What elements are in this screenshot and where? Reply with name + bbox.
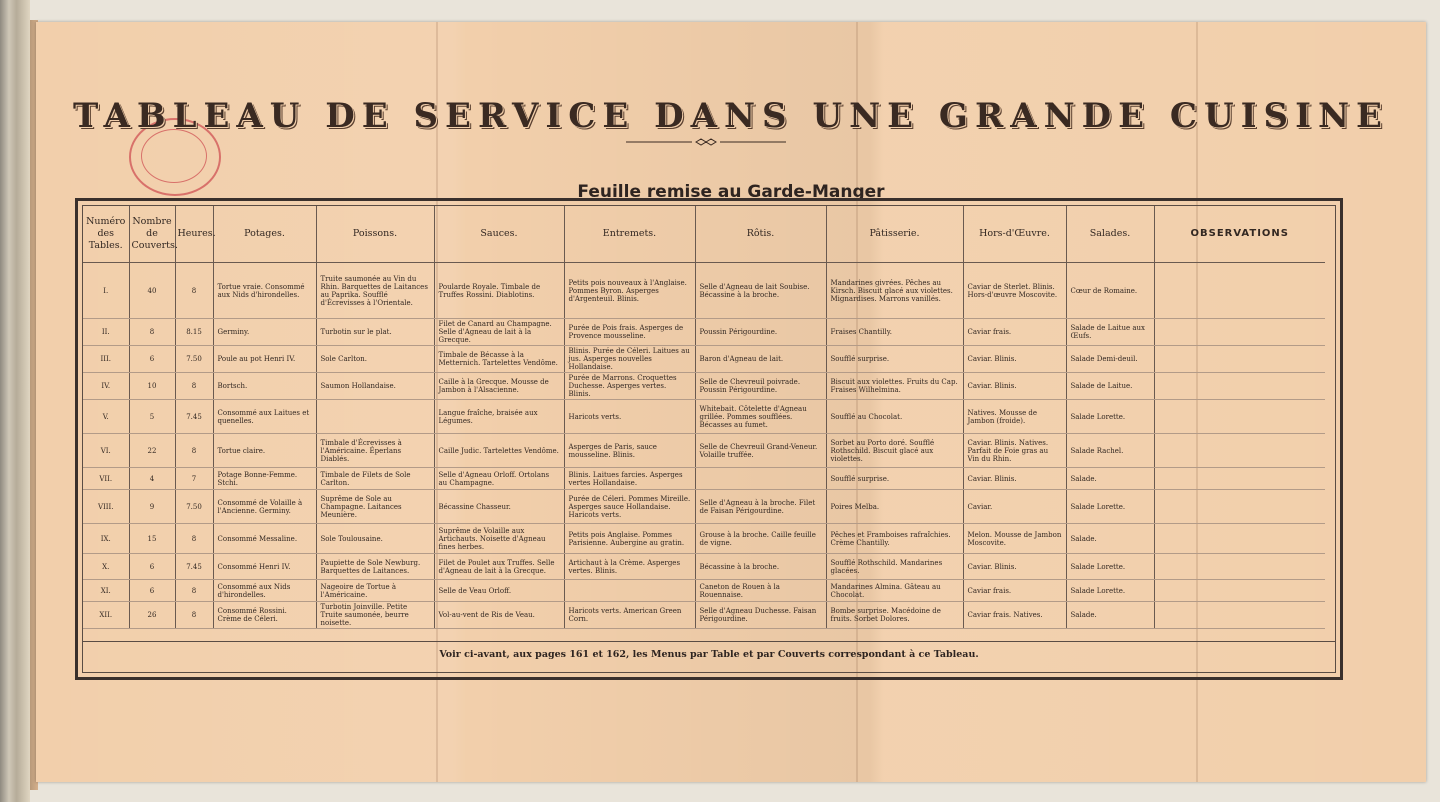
- cell-observations: [1154, 319, 1325, 346]
- cell-sauces: Vol-au-vent de Ris de Veau.: [434, 602, 564, 629]
- cell-table-number: VI.: [83, 434, 129, 468]
- cell-rotis: Baron d'Agneau de lait.: [695, 346, 826, 373]
- cell-potages: Poule au pot Henri IV.: [213, 346, 316, 373]
- col-header-covers: Nombre de Couverts.: [129, 206, 175, 263]
- cell-rotis: Grouse à la broche. Caille feuille de vigne.: [695, 524, 826, 554]
- cell-table-number: X.: [83, 554, 129, 580]
- cell-table-number: VII.: [83, 468, 129, 490]
- cell-hours: 8: [175, 434, 213, 468]
- col-header-observations: OBSERVATIONS: [1154, 206, 1325, 263]
- cell-entremets: Asperges de Paris, sauce mousseline. Blinis.: [564, 434, 695, 468]
- col-header-hours: Heures.: [175, 206, 213, 263]
- cell-covers: 15: [129, 524, 175, 554]
- cell-entremets: [564, 580, 695, 602]
- cell-patisserie: Mandarines Almina. Gâteau au Chocolat.: [826, 580, 963, 602]
- cell-covers: 4: [129, 468, 175, 490]
- cell-patisserie: Pêches et Framboises rafraîchies. Crème Chantilly.: [826, 524, 963, 554]
- cell-poissons: Sole Carlton.: [316, 346, 434, 373]
- cell-rotis: [695, 468, 826, 490]
- cell-sauces: Selle d'Agneau Orloff. Ortolans au Champagne.: [434, 468, 564, 490]
- cell-potages: Potage Bonne-Femme. Stchi.: [213, 468, 316, 490]
- cell-potages: Tortue vraie. Consommé aux Nids d'hirondelles.: [213, 263, 316, 319]
- table-row: [83, 602, 1325, 629]
- cell-poissons: Nageoire de Tortue à l'Américaine.: [316, 580, 434, 602]
- cell-sauces: Caille Judic. Tartelettes Vendôme.: [434, 434, 564, 468]
- cell-hors-doeuvre: Caviar frais.: [963, 580, 1066, 602]
- cell-rotis: Poussin Périgourdine.: [695, 319, 826, 346]
- cell-salades: Salade.: [1066, 524, 1154, 554]
- service-table-frame: [75, 198, 1343, 680]
- cell-potages: Consommé Messaline.: [213, 524, 316, 554]
- cell-observations: [1154, 373, 1325, 400]
- cell-poissons: Paupiette de Sole Newburg. Barquettes de Laitances.: [316, 554, 434, 580]
- cell-potages: Consommé aux Nids d'hirondelles.: [213, 580, 316, 602]
- cell-covers: 26: [129, 602, 175, 629]
- cell-hours: 7.50: [175, 490, 213, 524]
- cell-hours: 8: [175, 602, 213, 629]
- cell-entremets: Purée de Marrons. Croquettes Duchesse. Asperges vertes. Blinis.: [564, 373, 695, 400]
- cell-entremets: Blinis. Purée de Céleri. Laitues au jus. Asperges nouvelles Hollandaise.: [564, 346, 695, 373]
- cell-entremets: Petits pois nouveaux à l'Anglaise. Pommes Byron. Asperges d'Argenteuil. Blinis.: [564, 263, 695, 319]
- page-subtitle: Feuille remise au Garde-Manger: [577, 182, 885, 202]
- cell-patisserie: Soufflé surprise.: [826, 468, 963, 490]
- cell-entremets: Blinis. Laitues farcies. Asperges vertes Hollandaise.: [564, 468, 695, 490]
- cell-hors-doeuvre: Caviar. Blinis.: [963, 468, 1066, 490]
- table-row: [83, 400, 1325, 434]
- cell-poissons: Saumon Hollandaise.: [316, 373, 434, 400]
- cell-table-number: XI.: [83, 580, 129, 602]
- col-header-entremets: Entremets.: [564, 206, 695, 263]
- table-row: [83, 524, 1325, 554]
- cell-hours: 8: [175, 524, 213, 554]
- cell-table-number: IX.: [83, 524, 129, 554]
- cell-hors-doeuvre: Caviar de Sterlet. Blinis. Hors-d'œuvre Moscovite.: [963, 263, 1066, 319]
- cell-salades: Salade de Laitue.: [1066, 373, 1154, 400]
- cell-hors-doeuvre: Caviar frais. Natives.: [963, 602, 1066, 629]
- cell-salades: Salade Lorette.: [1066, 400, 1154, 434]
- cell-patisserie: Mandarines givrées. Pêches au Kirsch. Biscuit glacé aux violettes. Mignardises. Marrons vanillés.: [826, 263, 963, 319]
- cell-observations: [1154, 400, 1325, 434]
- cell-potages: Germiny.: [213, 319, 316, 346]
- col-header-potages: Potages.: [213, 206, 316, 263]
- cell-sauces: Bécassine Chasseur.: [434, 490, 564, 524]
- cell-salades: Salade.: [1066, 468, 1154, 490]
- cell-covers: 6: [129, 346, 175, 373]
- cell-entremets: Haricots verts.: [564, 400, 695, 434]
- cell-covers: 6: [129, 580, 175, 602]
- table-row: [83, 490, 1325, 524]
- cell-rotis: Caneton de Rouen à la Rouennaise.: [695, 580, 826, 602]
- cell-salades: Salade de Laitue aux Œufs.: [1066, 319, 1154, 346]
- cell-potages: Consommé Henri IV.: [213, 554, 316, 580]
- cell-patisserie: Bombe surprise. Macédoine de fruits. Sorbet Dolores.: [826, 602, 963, 629]
- cell-hors-doeuvre: Melon. Mousse de Jambon Moscovite.: [963, 524, 1066, 554]
- table-row: [83, 346, 1325, 373]
- cell-potages: Consommé de Volaille à l'Ancienne. Germiny.: [213, 490, 316, 524]
- col-header-patisserie: Pâtisserie.: [826, 206, 963, 263]
- cell-salades: Salade.: [1066, 602, 1154, 629]
- cell-hors-doeuvre: Caviar. Blinis. Natives. Parfait de Foie gras au Vin du Rhin.: [963, 434, 1066, 468]
- cell-hours: 8: [175, 263, 213, 319]
- cell-hours: 7.45: [175, 400, 213, 434]
- cell-hors-doeuvre: Caviar. Blinis.: [963, 373, 1066, 400]
- cell-observations: [1154, 580, 1325, 602]
- cell-entremets: Purée de Pois frais. Asperges de Provence mousseline.: [564, 319, 695, 346]
- cell-sauces: Selle de Veau Orloff.: [434, 580, 564, 602]
- cell-sauces: Filet de Canard au Champagne. Selle d'Agneau de lait à la Grecque.: [434, 319, 564, 346]
- cell-salades: Salade Demi-deuil.: [1066, 346, 1154, 373]
- cell-potages: Bortsch.: [213, 373, 316, 400]
- cell-potages: Tortue claire.: [213, 434, 316, 468]
- table-row: [83, 263, 1325, 319]
- cell-patisserie: Soufflé au Chocolat.: [826, 400, 963, 434]
- cell-covers: 40: [129, 263, 175, 319]
- cell-hors-doeuvre: Caviar frais.: [963, 319, 1066, 346]
- cell-entremets: Artichaut à la Crème. Asperges vertes. Blinis.: [564, 554, 695, 580]
- cell-observations: [1154, 490, 1325, 524]
- cell-sauces: Poularde Royale. Timbale de Truffes Rossini. Diablotins.: [434, 263, 564, 319]
- cell-hours: 8.15: [175, 319, 213, 346]
- col-header-table-number: Numéro des Tables.: [83, 206, 129, 263]
- cell-table-number: II.: [83, 319, 129, 346]
- cell-rotis: Selle d'Agneau à la broche. Filet de Faisan Périgourdine.: [695, 490, 826, 524]
- col-header-salades: Salades.: [1066, 206, 1154, 263]
- cell-poissons: Suprême de Sole au Champagne. Laitances Meunière.: [316, 490, 434, 524]
- table-body: [83, 263, 1325, 629]
- cell-entremets: Haricots verts. American Green Corn.: [564, 602, 695, 629]
- cell-entremets: Purée de Céleri. Pommes Mireille. Asperges sauce Hollandaise. Haricots verts.: [564, 490, 695, 524]
- cell-salades: Salade Lorette.: [1066, 490, 1154, 524]
- cell-poissons: Timbale de Filets de Sole Carlton.: [316, 468, 434, 490]
- cell-hours: 7.50: [175, 346, 213, 373]
- cell-table-number: I.: [83, 263, 129, 319]
- cell-observations: [1154, 468, 1325, 490]
- table-row: [83, 434, 1325, 468]
- col-header-hors-doeuvre: Hors-d'Œuvre.: [963, 206, 1066, 263]
- cell-observations: [1154, 524, 1325, 554]
- cell-table-number: VIII.: [83, 490, 129, 524]
- cell-poissons: Timbale d'Écrevisses à l'Américaine. Éperlans Diablés.: [316, 434, 434, 468]
- cell-rotis: Selle d'Agneau Duchesse. Faisan Périgourdine.: [695, 602, 826, 629]
- book-binding: [0, 0, 30, 802]
- cell-observations: [1154, 602, 1325, 629]
- cell-sauces: Caille à la Grecque. Mousse de Jambon à l'Alsacienne.: [434, 373, 564, 400]
- cell-table-number: XII.: [83, 602, 129, 629]
- cell-hors-doeuvre: Caviar. Blinis.: [963, 554, 1066, 580]
- cell-sauces: Timbale de Bécasse à la Metternich. Tartelettes Vendôme.: [434, 346, 564, 373]
- cell-patisserie: Soufflé surprise.: [826, 346, 963, 373]
- cell-hours: 8: [175, 580, 213, 602]
- table-row: [83, 373, 1325, 400]
- cell-patisserie: Fraises Chantilly.: [826, 319, 963, 346]
- cell-poissons: [316, 400, 434, 434]
- cell-rotis: Whitebait. Côtelette d'Agneau grillée. Pommes soufflées. Bécasses au fumet.: [695, 400, 826, 434]
- cell-poissons: Turbotin Joinville. Petite Truite saumonée, beurre noisette.: [316, 602, 434, 629]
- cell-table-number: III.: [83, 346, 129, 373]
- cell-salades: Salade Lorette.: [1066, 554, 1154, 580]
- title-ornament: [626, 137, 786, 147]
- cell-potages: Consommé aux Laitues et quenelles.: [213, 400, 316, 434]
- foldout-sheet: [36, 22, 1426, 782]
- cell-hors-doeuvre: Caviar.: [963, 490, 1066, 524]
- cell-hors-doeuvre: Caviar. Blinis.: [963, 346, 1066, 373]
- cell-poissons: Sole Toulousaine.: [316, 524, 434, 554]
- cell-table-number: V.: [83, 400, 129, 434]
- cell-rotis: Bécassine à la broche.: [695, 554, 826, 580]
- cell-patisserie: Sorbet au Porto doré. Soufflé Rothschild. Biscuit glacé aux violettes.: [826, 434, 963, 468]
- cell-covers: 22: [129, 434, 175, 468]
- cell-covers: 8: [129, 319, 175, 346]
- cell-covers: 9: [129, 490, 175, 524]
- stamp-ring: [141, 129, 207, 183]
- table-row: [83, 468, 1325, 490]
- cell-observations: [1154, 554, 1325, 580]
- cell-sauces: Langue fraîche, braisée aux Légumes.: [434, 400, 564, 434]
- cell-hours: 7: [175, 468, 213, 490]
- cell-salades: Cœur de Romaine.: [1066, 263, 1154, 319]
- page-title: TABLEAU DE SERVICE DANS UNE GRANDE CUISINE: [73, 96, 1389, 136]
- cell-observations: [1154, 434, 1325, 468]
- cell-sauces: Filet de Poulet aux Truffes. Selle d'Agneau de lait à la Grecque.: [434, 554, 564, 580]
- table-row: [83, 319, 1325, 346]
- cell-sauces: Suprême de Volaille aux Artichauts. Noisette d'Agneau fines herbes.: [434, 524, 564, 554]
- cell-patisserie: Poires Melba.: [826, 490, 963, 524]
- service-table: [83, 206, 1325, 629]
- footer-note: Voir ci-avant, aux pages 161 et 162, les Menus par Table et par Couverts correspondant à ce Tableau.: [439, 649, 979, 660]
- cell-rotis: Selle de Chevreuil Grand-Veneur. Volaille truffée.: [695, 434, 826, 468]
- cell-salades: Salade Lorette.: [1066, 580, 1154, 602]
- col-header-sauces: Sauces.: [434, 206, 564, 263]
- cell-table-number: IV.: [83, 373, 129, 400]
- cell-covers: 10: [129, 373, 175, 400]
- col-header-rotis: Rôtis.: [695, 206, 826, 263]
- table-row: [83, 580, 1325, 602]
- cell-hours: 8: [175, 373, 213, 400]
- cell-poissons: Turbotin sur le plat.: [316, 319, 434, 346]
- cell-rotis: Selle de Chevreuil poivrade. Poussin Périgourdine.: [695, 373, 826, 400]
- cell-hours: 7.45: [175, 554, 213, 580]
- cell-hors-doeuvre: Natives. Mousse de Jambon (froide).: [963, 400, 1066, 434]
- cell-potages: Consommé Rossini. Crème de Céleri.: [213, 602, 316, 629]
- cell-observations: [1154, 263, 1325, 319]
- cell-observations: [1154, 346, 1325, 373]
- cell-poissons: Truite saumonée au Vin du Rhin. Barquettes de Laitances au Paprika. Soufflé d'Écrevisses à l'Orientale.: [316, 263, 434, 319]
- cell-salades: Salade Rachel.: [1066, 434, 1154, 468]
- col-header-poissons: Poissons.: [316, 206, 434, 263]
- cell-covers: 5: [129, 400, 175, 434]
- cell-patisserie: Soufflé Rothschild. Mandarines glacées.: [826, 554, 963, 580]
- footer-rule: [83, 641, 1335, 642]
- table-row: [83, 554, 1325, 580]
- cell-patisserie: Biscuit aux violettes. Fruits du Cap. Fraises Wilhelmina.: [826, 373, 963, 400]
- cell-entremets: Petits pois Anglaise. Pommes Parisienne. Aubergine au gratin.: [564, 524, 695, 554]
- cell-rotis: Selle d'Agneau de lait Soubise. Bécassine à la broche.: [695, 263, 826, 319]
- cell-covers: 6: [129, 554, 175, 580]
- table-header-row: [83, 206, 1325, 263]
